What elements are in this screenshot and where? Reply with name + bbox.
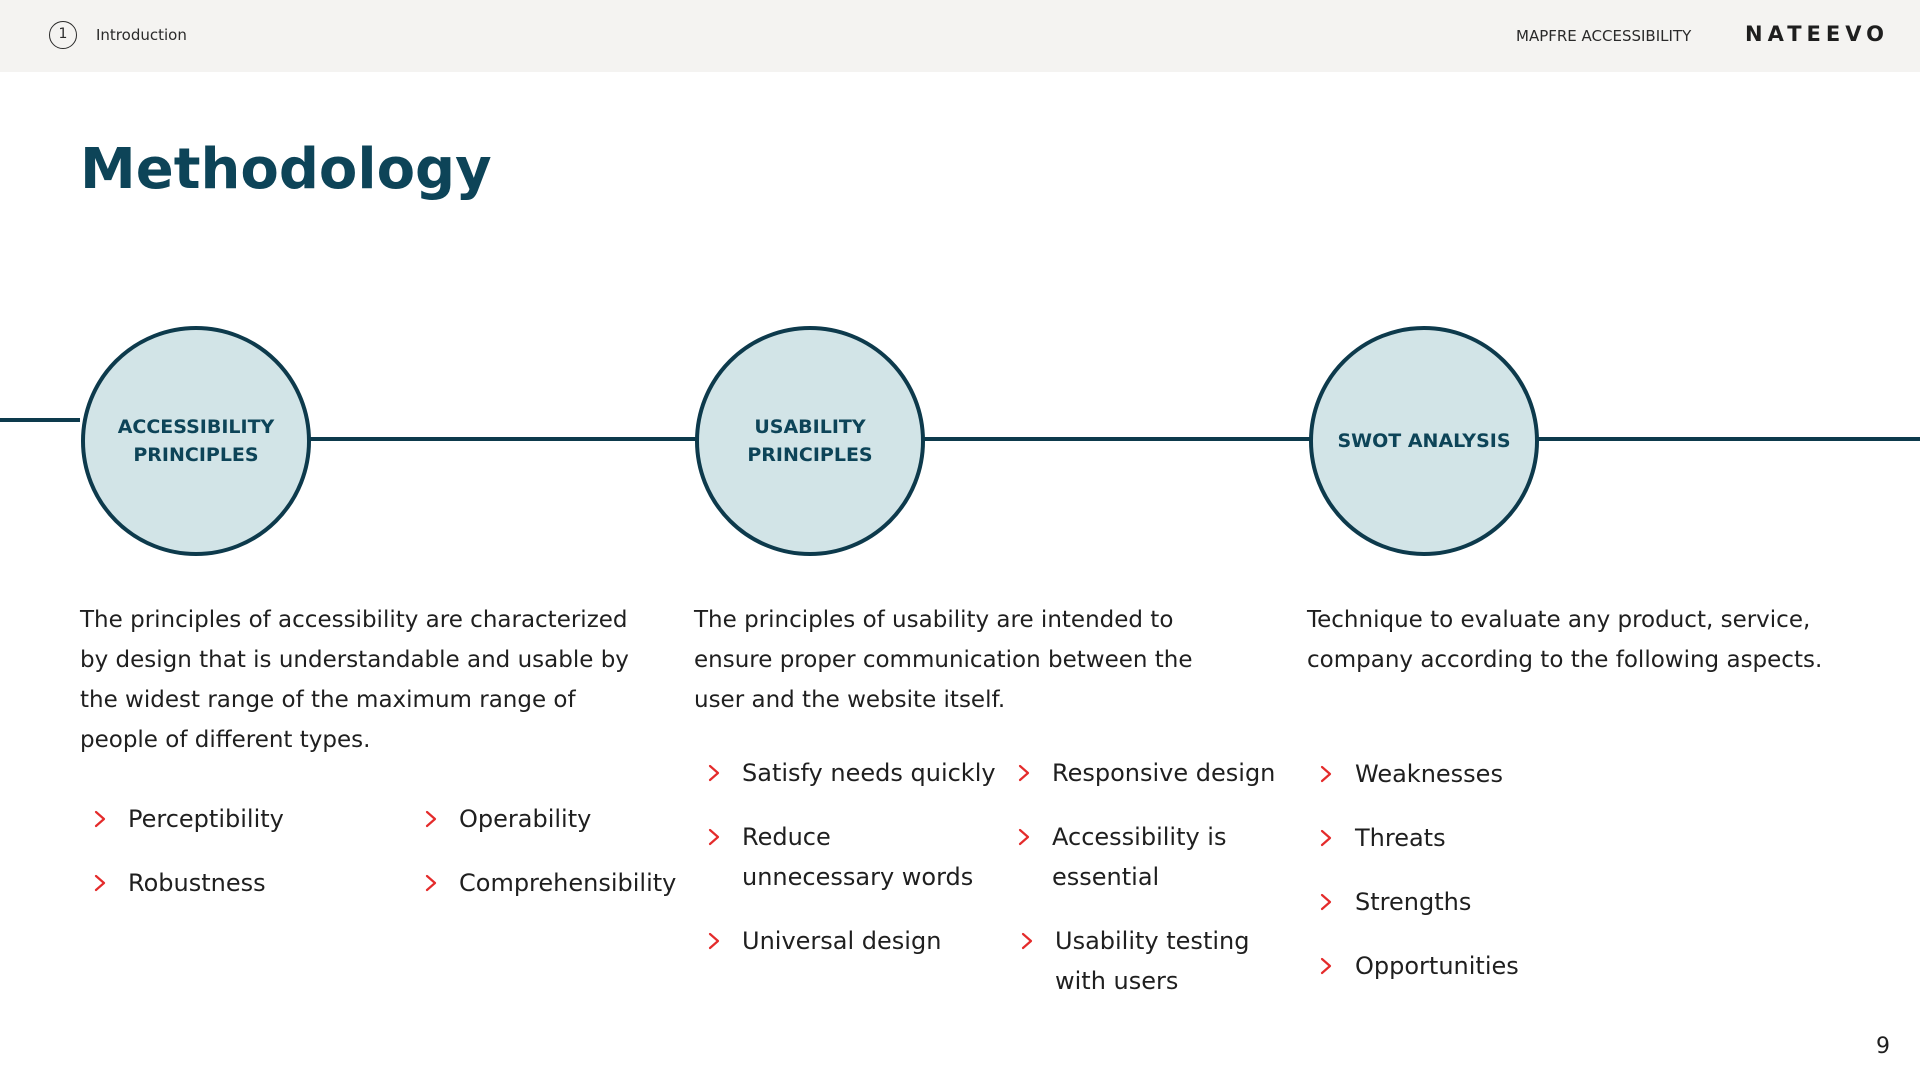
bullet-accessibility-is-essential: Accessibility is essential [1052, 823, 1227, 891]
bullet-comprehensibility: Comprehensibility [459, 869, 677, 897]
timeline-line-left [0, 418, 80, 422]
accessibility-description: The principles of accessibility are characterized by design that is understandable and usable by the widest range of the maximum range of people of different types. [80, 607, 629, 753]
chevron-right-icon [1319, 957, 1333, 975]
bullet-usability-testing: Usability testing with users [1055, 927, 1250, 995]
swot-analysis-circle [1309, 326, 1539, 556]
bullet-responsive-design: Responsive design [1052, 759, 1276, 787]
chevron-right-icon [1319, 829, 1333, 847]
document-name: MAPFRE ACCESSIBILITY [1516, 27, 1692, 45]
chevron-right-icon [707, 932, 721, 950]
timeline-line-right [1538, 437, 1920, 441]
bullet-opportunities: Opportunities [1355, 952, 1519, 980]
circle-label: SWOT ANALYSIS [1337, 430, 1511, 452]
bullet-satisfy-needs-quickly: Satisfy needs quickly [742, 759, 996, 787]
page-number: 9 [1876, 1034, 1890, 1059]
chevron-right-icon [1017, 828, 1031, 846]
timeline-line-2 [924, 437, 1310, 441]
bullet-weaknesses: Weaknesses [1355, 760, 1503, 788]
chevron-right-icon [93, 874, 107, 892]
chevron-right-icon [93, 810, 107, 828]
chevron-right-icon [424, 874, 438, 892]
bullet-reduce-unnecessary-words: Reduce unnecessary words [742, 823, 974, 891]
bullet-universal-design: Universal design [742, 927, 942, 955]
section-number-badge: 1 [49, 21, 77, 49]
timeline-line-1 [310, 437, 696, 441]
top-bar [0, 0, 1920, 72]
chevron-right-icon [1319, 765, 1333, 783]
chevron-right-icon [424, 810, 438, 828]
usability-description: The principles of usability are intended to ensure proper communication between the user and the website itself. [694, 607, 1193, 713]
bullet-operability: Operability [459, 805, 592, 833]
chevron-right-icon [707, 828, 721, 846]
circle-label: ACCESSIBILITY PRINCIPLES [117, 416, 275, 466]
chevron-right-icon [1020, 932, 1034, 950]
circle-label: USABILITY PRINCIPLES [747, 416, 873, 466]
page-title: Methodology [80, 137, 492, 202]
chevron-right-icon [1319, 893, 1333, 911]
bullet-strengths: Strengths [1355, 888, 1472, 916]
accessibility-principles-circle [81, 326, 311, 556]
swot-description: Technique to evaluate any product, service, company according to the following aspects. [1307, 607, 1823, 673]
usability-principles-circle [695, 326, 925, 556]
section-label: Introduction [96, 26, 187, 44]
bullet-perceptibility: Perceptibility [128, 805, 284, 833]
chevron-right-icon [1017, 764, 1031, 782]
bullet-robustness: Robustness [128, 869, 266, 897]
chevron-right-icon [707, 764, 721, 782]
nateevo-logo: NATEEVO [1745, 22, 1889, 46]
bullet-threats: Threats [1355, 824, 1446, 852]
